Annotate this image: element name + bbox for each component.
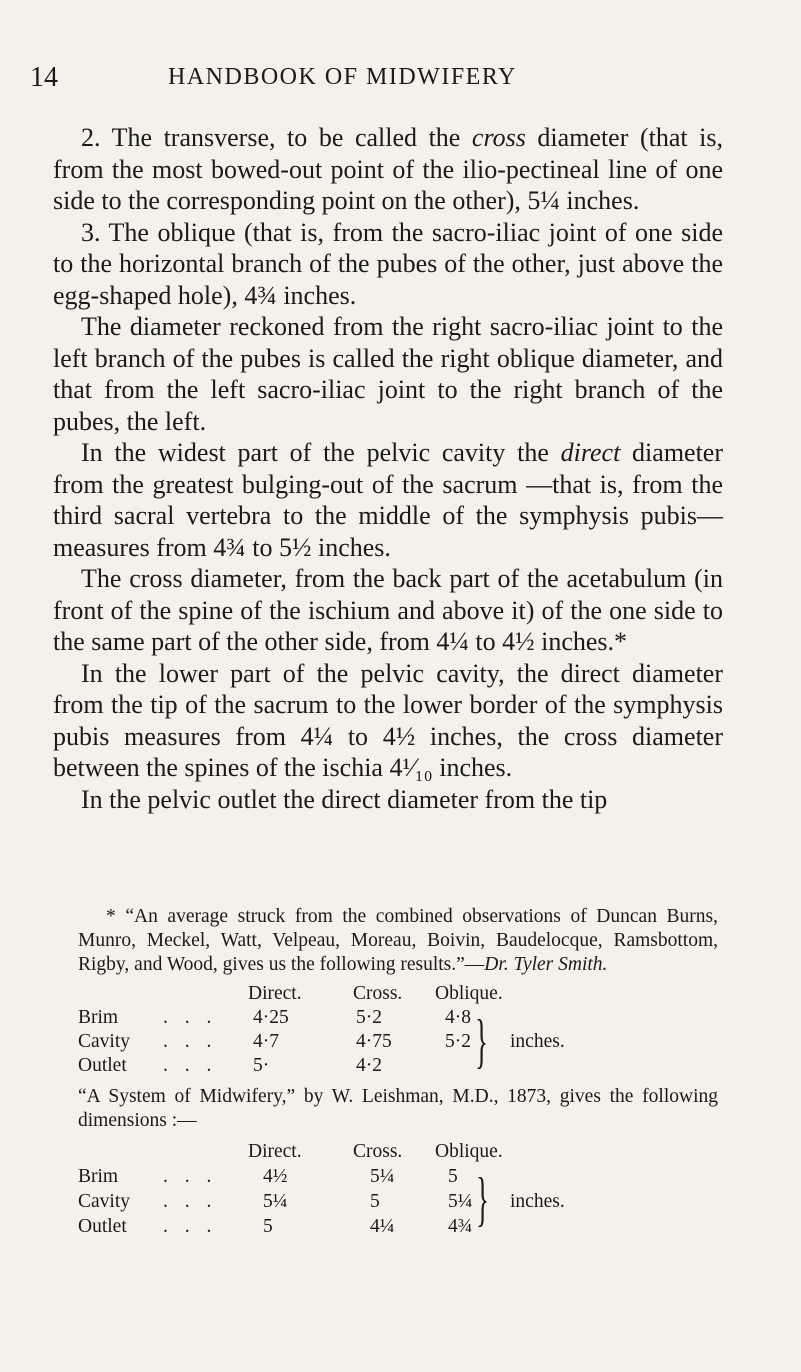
column-header-direct: Direct. bbox=[248, 1141, 302, 1162]
text-run: In the pelvic outlet the direct diameter from the tip bbox=[81, 784, 608, 814]
table-cell: 5 bbox=[370, 1191, 380, 1212]
emphasis: cross bbox=[471, 123, 526, 152]
right-brace: } bbox=[476, 1166, 489, 1232]
column-header-oblique: Oblique. bbox=[435, 1141, 503, 1162]
paragraph-pelvic-cavity-direct bbox=[53, 437, 723, 563]
text-run: “A System of Midwifery,” by W. Leishman, M.D., 1873, gives the following dimensions :— bbox=[78, 1086, 718, 1131]
table-cell: 5¼ bbox=[370, 1166, 395, 1187]
row-label-outlet: Outlet bbox=[78, 1055, 127, 1076]
page-number: 14 bbox=[30, 62, 58, 93]
text-run: * “An average struck from the combined observations of Duncan Burns, Munro, Meckel, Watt, Velpeau, Moreau, Boivin, Baudelocque, Ramsbottom, Rigby, and Wood, gives us the following results.”— bbox=[78, 906, 718, 975]
text-run: In the lower part of the pelvic cavity, the direct diameter from the tip of the sacrum to the lower border of the symphysis pubis measures from 4¼ to 4½ inches, the cross diameter between the spines of the ischia 4¹⁄₁₀ inches. bbox=[53, 658, 723, 782]
paragraph-cross-diameter bbox=[53, 122, 723, 217]
column-header-oblique: Oblique. bbox=[435, 983, 503, 1004]
column-header-cross: Cross. bbox=[353, 983, 403, 1004]
table-cell: 5¼ bbox=[448, 1191, 473, 1212]
leader-dots: . . . bbox=[163, 1031, 218, 1052]
row-label-brim: Brim bbox=[78, 1166, 119, 1187]
row-label-brim: Brim bbox=[78, 1007, 119, 1028]
column-header-cross: Cross. bbox=[353, 1141, 403, 1162]
text-run: The cross diameter, from the back part of the acetabulum (in front of the spine of the ischium and above it) of the one side to the same part of the other side, from 4¼ to 4½ inches.* bbox=[53, 564, 723, 656]
footnote bbox=[78, 905, 718, 1241]
table-cell: 5· bbox=[253, 1055, 270, 1076]
row-label-cavity: Cavity bbox=[78, 1191, 130, 1212]
column-header-direct: Direct. bbox=[248, 983, 302, 1004]
table-cell: 5·2 bbox=[356, 1007, 382, 1028]
running-head bbox=[0, 62, 801, 102]
text-run: 3. The oblique (that is, from the sacro-iliac joint of one side to the horizontal branch of the pubes of the other, just above the egg-shaped hole), 4¾ inches. bbox=[53, 217, 723, 310]
text-run: diameter from the greatest bulging-out of the sacrum —that is, from the third sacral vertebra to the middle of the symphysis pubis—measures from 4¾ to 5½ inches. bbox=[53, 438, 724, 562]
paragraph-pelvic-outlet bbox=[53, 784, 723, 816]
table-cell: 4·75 bbox=[356, 1031, 392, 1052]
paragraph-cavity-cross bbox=[53, 563, 723, 658]
leader-dots: . . . bbox=[163, 1055, 218, 1076]
unit-label: inches. bbox=[510, 1031, 565, 1052]
leader-dots: . . . bbox=[163, 1166, 218, 1187]
table-cell: 4¾ bbox=[448, 1216, 473, 1237]
table-cell: 5 bbox=[448, 1166, 458, 1187]
right-brace: } bbox=[475, 1008, 488, 1074]
emphasis: direct bbox=[560, 438, 621, 467]
measurements-table-leishman bbox=[78, 1141, 718, 1241]
table-cell: 4½ bbox=[263, 1166, 288, 1187]
measurements-table-averages bbox=[78, 983, 718, 1081]
text-run: diameter (that is, from the most bowed-out point of the ilio-pectineal line of one side to the corresponding point on the other), 5¼ inches. bbox=[53, 123, 723, 215]
footnote-intro bbox=[78, 905, 718, 977]
body-text bbox=[53, 122, 723, 815]
row-label-outlet: Outlet bbox=[78, 1216, 127, 1237]
paragraph-oblique-diameter bbox=[53, 217, 723, 312]
leader-dots: . . . bbox=[163, 1191, 218, 1212]
table-cell: 5¼ bbox=[263, 1191, 288, 1212]
footnote-author: Dr. Tyler Smith. bbox=[484, 954, 608, 975]
table-cell: 4·2 bbox=[356, 1055, 382, 1076]
table-cell: 4¼ bbox=[370, 1216, 395, 1237]
table-cell: 4·25 bbox=[253, 1007, 289, 1028]
paragraph-right-left-oblique bbox=[53, 311, 723, 437]
unit-label: inches. bbox=[510, 1191, 565, 1212]
row-label-cavity: Cavity bbox=[78, 1031, 130, 1052]
leader-dots: . . . bbox=[163, 1007, 218, 1028]
table-cell: 5·2 bbox=[445, 1031, 471, 1052]
text-run: The diameter reckoned from the right sacro-iliac joint to the left branch of the pubes is called the right oblique diameter, and that from the left sacro-iliac joint to the right branch of the pubes, the left. bbox=[53, 312, 723, 436]
table-cell: 4·7 bbox=[253, 1031, 279, 1052]
paragraph-lower-cavity bbox=[53, 658, 723, 784]
text-run: 2. The transverse, to be called the bbox=[81, 123, 472, 152]
footnote-second-intro bbox=[78, 1085, 718, 1133]
leader-dots: . . . bbox=[163, 1216, 218, 1237]
running-title: HANDBOOK OF MIDWIFERY bbox=[168, 64, 517, 90]
text-run: In the widest part of the pelvic cavity the bbox=[81, 438, 561, 467]
table-cell: 4·8 bbox=[445, 1007, 471, 1028]
table-cell: 5 bbox=[263, 1216, 273, 1237]
